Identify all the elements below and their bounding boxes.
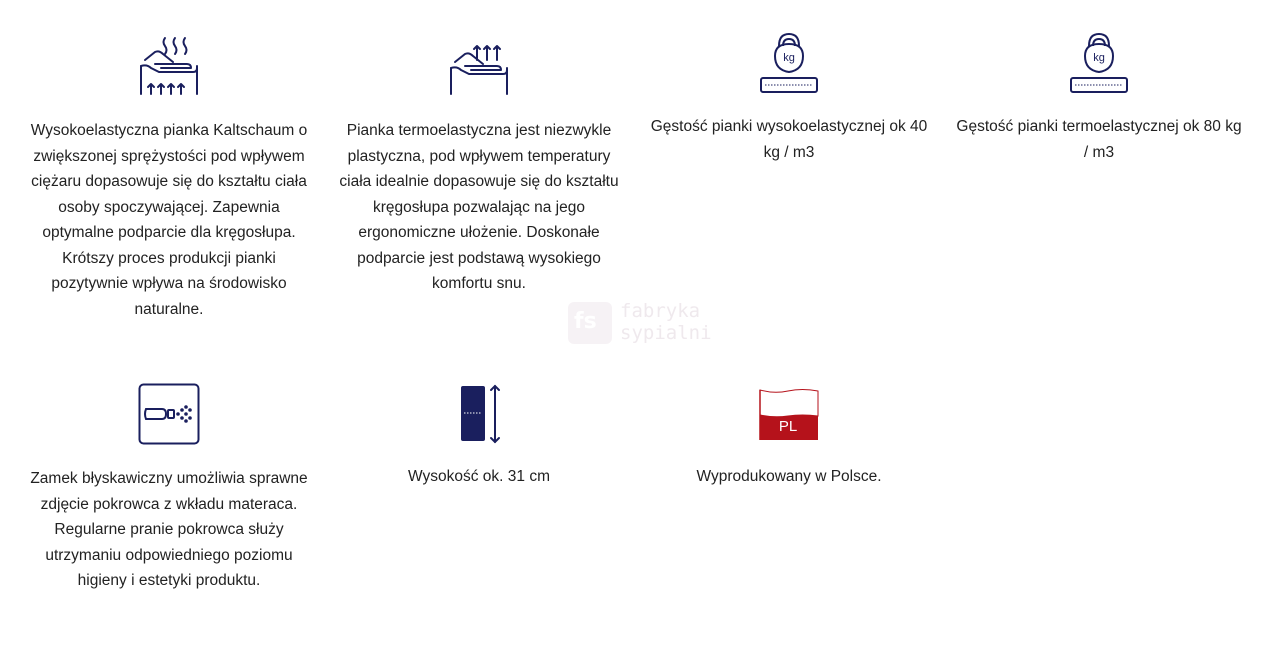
feature-text: Wysokość ok. 31 cm [408, 468, 550, 485]
feature-density-thermo-elastic [954, 32, 1244, 165]
kg-label: kg [1093, 52, 1105, 64]
feature-text: Gęstość pianki termoelastycznej ok 80 kg / m3 [956, 118, 1242, 161]
pl-label: PL [778, 418, 798, 435]
feature-text: Gęstość pianki wysokoelastycznej ok 40 kg / m3 [650, 118, 928, 161]
logo-mark: fs [568, 302, 612, 344]
kettlebell-on-foam-icon [1069, 32, 1129, 94]
feature-text: Zamek błyskawiczny umożliwia sprawne zdjęcie pokrowca z wkładu materaca. Regularne pranie pokrowca służy utrzymaniu odpowiedniego poziomu higieny i estetyki produktu. [30, 470, 308, 589]
hand-pressing-foam-rising-icon [137, 34, 201, 96]
kettlebell-on-foam-icon [759, 32, 819, 94]
feature-text: Wysokoelastyczna pianka Kaltschaum o zwiększonej sprężystości pod wpływem ciężaru dopasowuje się do kształtu ciała osoby spoczywającej. Zapewnia optymalne podparcie dla kręgosłupa. Krótszy proces produkcji pianki pozytywnie wpływa na środowisko naturalne. [30, 122, 308, 318]
polish-flag-icon [758, 388, 820, 444]
kg-label: kg [783, 52, 795, 64]
feature-height [334, 383, 624, 490]
feature-text: Pianka termoelastyczna jest niezwykle plastyczna, pod wpływem temperatury ciała idealnie dopasowuje się do kształtu kręgosłupa pozwalając na jego ergonomiczne ułożenie. Doskonałe podparcie jest podstawą wysokiego komfortu snu. [339, 122, 619, 292]
feature-thermo-elastic-foam [334, 40, 624, 297]
logo-text: fabryka sypialni [620, 300, 712, 344]
watermark-logo [568, 300, 712, 348]
feature-density-high-elastic [644, 32, 934, 165]
hand-pressing-foam-heat-icon [447, 40, 511, 96]
zipper-icon [138, 383, 200, 445]
mattress-height-icon [457, 383, 501, 445]
feature-high-elastic-foam [24, 34, 314, 322]
feature-zipper [24, 383, 314, 594]
feature-text: Wyprodukowany w Polsce. [696, 468, 882, 485]
feature-made-in-poland [644, 388, 934, 490]
